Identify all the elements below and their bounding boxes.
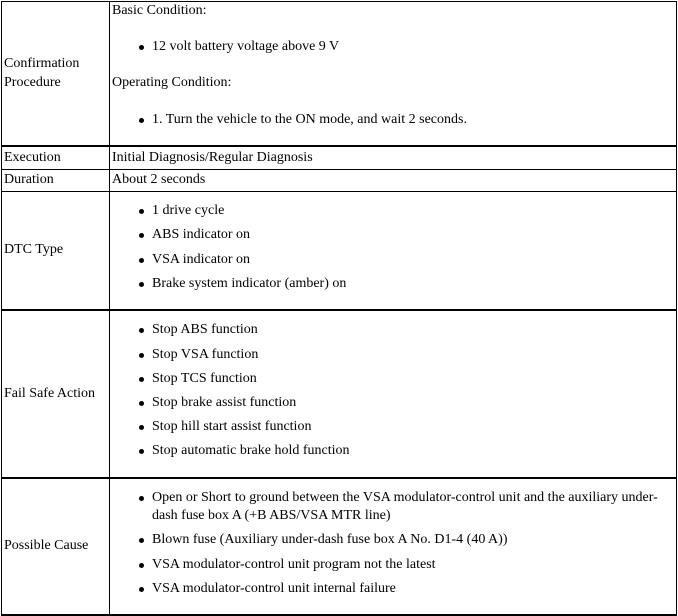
bullet-icon [139, 377, 144, 382]
list-item [112, 251, 674, 269]
list-item [112, 111, 674, 129]
list-item-text: Stop brake assist function [152, 395, 297, 410]
list-item-text: Stop automatic brake hold function [152, 443, 350, 459]
list-item [112, 346, 674, 364]
list-item [112, 556, 674, 574]
bullet-icon [139, 538, 144, 543]
bullet-icon [139, 282, 144, 287]
fail-safe-row [2, 310, 677, 478]
list-item-text: 1 drive cycle [152, 203, 225, 219]
operating-condition-heading: Operating Condition: [112, 75, 232, 91]
duration-row [2, 170, 677, 192]
list-item-text: ABS indicator on [152, 227, 250, 243]
list-item-text: Brake system indicator (amber) on [152, 275, 347, 291]
list-item [112, 394, 674, 412]
list-item [112, 580, 674, 598]
list-item-text: 12 volt battery voltage above 9 V [152, 39, 340, 55]
dtc-type-row [2, 192, 677, 311]
bullet-icon [139, 328, 144, 333]
bullet-icon [139, 449, 144, 454]
execution-label: Execution [2, 146, 110, 170]
basic-condition-list [112, 38, 674, 56]
list-item [112, 418, 674, 436]
dtc-spec-table [1, 1, 677, 616]
confirmation-label: Confirmation Procedure [2, 2, 110, 147]
list-item-text: Blown fuse (Auxiliary under-dash fuse box A No. D1-4 (40 A)) [152, 532, 508, 548]
bullet-icon [139, 587, 144, 592]
bullet-icon [139, 401, 144, 406]
list-item-text: 1. Turn the vehicle to the ON mode, and wait 2 seconds. [152, 111, 467, 127]
operating-condition-list [112, 111, 674, 129]
list-item-text: Stop VSA function [152, 346, 259, 362]
list-item [112, 489, 674, 525]
list-item-text: Stop TCS function [152, 370, 257, 386]
fail-safe-list [112, 321, 674, 460]
duration-label: Duration [2, 170, 110, 192]
dtc-type-value [110, 192, 677, 311]
dtc-type-list [112, 202, 674, 293]
list-item [112, 442, 674, 460]
possible-cause-row [2, 478, 677, 615]
fail-safe-label: Fail Safe Action [2, 310, 110, 478]
list-item-text: Open or Short to ground between the VSA modulator-control unit and the auxiliary under-dash fuse box A (+B ABS/VSA MTR line) [152, 490, 658, 524]
bullet-icon [139, 209, 144, 214]
bullet-icon [139, 563, 144, 568]
possible-cause-list [112, 489, 674, 598]
list-item [112, 226, 674, 244]
dtc-type-label: DTC Type [2, 192, 110, 311]
list-item-text: VSA indicator on [152, 251, 250, 267]
list-item [112, 275, 674, 293]
list-item-text: Stop ABS function [152, 322, 258, 338]
list-item [112, 321, 674, 339]
bullet-icon [139, 233, 144, 238]
bullet-icon [139, 45, 144, 50]
bullet-icon [139, 258, 144, 263]
confirmation-row [2, 2, 677, 147]
duration-value: About 2 seconds [110, 170, 677, 192]
list-item-text: VSA modulator-control unit internal failure [152, 580, 396, 596]
execution-row [2, 146, 677, 170]
execution-value: Initial Diagnosis/Regular Diagnosis [110, 146, 677, 170]
fail-safe-value [110, 310, 677, 478]
bullet-icon [139, 118, 144, 123]
confirmation-value [110, 2, 677, 147]
list-item [112, 202, 674, 220]
bullet-icon [139, 425, 144, 430]
possible-cause-value [110, 478, 677, 615]
list-item [112, 370, 674, 388]
list-item [112, 38, 674, 56]
bullet-icon [139, 496, 144, 501]
list-item [112, 531, 674, 549]
possible-cause-label: Possible Cause [2, 478, 110, 615]
basic-condition-heading: Basic Condition: [112, 3, 207, 18]
list-item-text: Stop hill start assist function [152, 419, 312, 435]
bullet-icon [139, 353, 144, 358]
list-item-text: VSA modulator-control unit program not the latest [152, 556, 436, 572]
